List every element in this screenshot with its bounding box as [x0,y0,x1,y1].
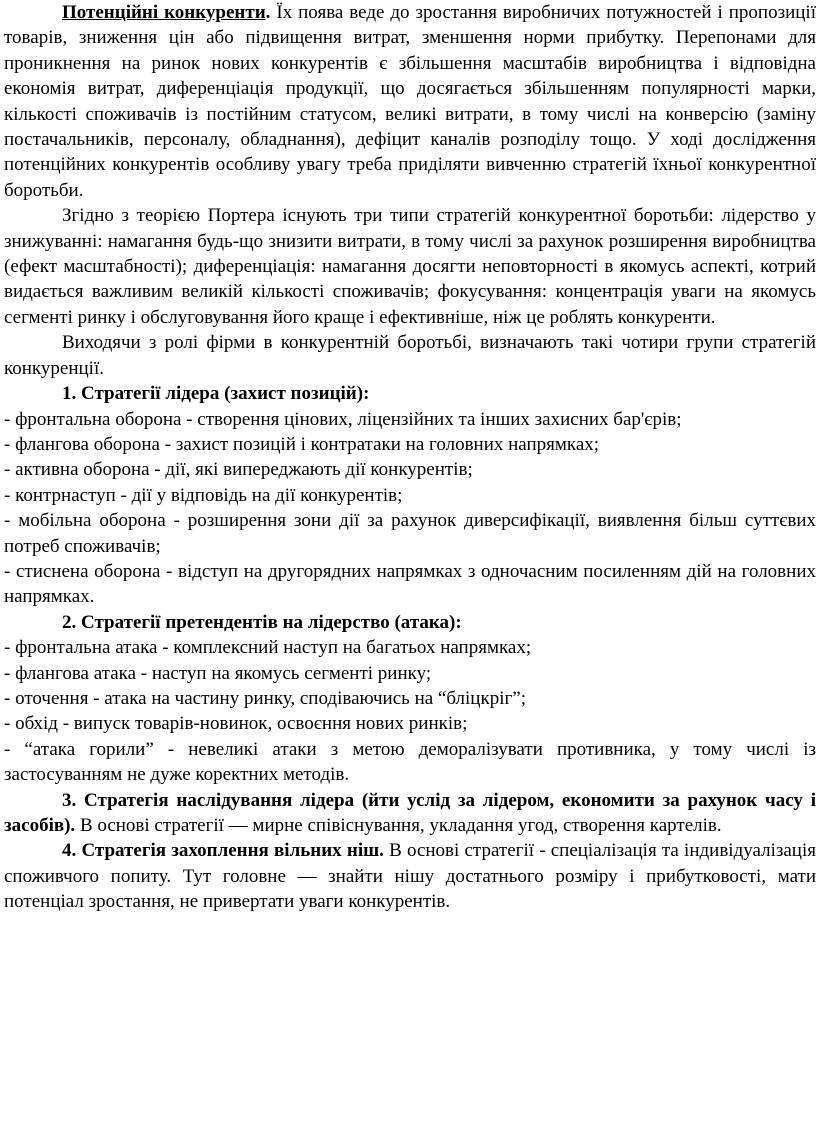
strategy-heading-4: 4. Стратегія захоплення вільних ніш. [62,840,384,862]
strategy-heading-1: 1. Стратегії лідера (захист позицій): [62,383,370,405]
list-item: - фронтальна оборона - створення цінових, ліцензійних та інших захисних бар'єрів; [4,408,682,430]
paragraph-text: В основі стратегії - спеціалізація та індивідуалізація споживчого попиту. Тут головне — знайти нішу достатнього розміру і прибутковості, мати потенціал зростання, не привертати уваги конкурентів. [4,840,816,913]
strategy-heading-2: 2. Стратегії претендентів на лідерство (атака): [62,611,462,633]
list-item: - флангова оборона - захист позицій і контратаки на головних напрямках; [4,433,600,455]
section-heading: Потенційні конкуренти [62,2,266,23]
strategy-paragraph-4 [4,838,816,914]
paragraph-porter: Згідно з теорією Портера існують три типи стратегій конкурентної боротьби: лідерство у знижуванні: намагання будь-що знизити витрати, в тому числі за рахунок розширення виробництва (ефект масштабності); диференціація: намагання досягти неповторності в якомусь аспекті, котрий видається важливим великій кількості споживачів; фокусування: концентрація уваги на якомусь сегменті ринку і обслуговування його краще і ефективніше, ніж це роблять конкуренти. [4,205,816,328]
strategy-paragraph-3 [4,788,816,839]
list-item: - стиснена оборона - відступ на другорядних напрямках з одночасним посиленням дій на головних напрямках. [4,560,816,608]
list-item: - обхід - випуск товарів-новинок, освоєння нових ринків; [4,713,468,735]
list-item: - флангова атака - наступ на якомусь сегменті ринку; [4,662,432,684]
paragraph-four-groups: Виходячи з ролі фірми в конкурентній боротьбі, визначають такі чотири групи стратегій конкуренції. [4,332,816,379]
list-item: - контрнаступ - дії у відповідь на дії конкурентів; [4,484,403,506]
strategy-heading-3: 3. Стратегія наслідування лідера (йти услід за лідером, економити за рахунок часу і засобів). [4,789,816,836]
list-item: - фронтальна атака - комплексний наступ на багатьох напрямках; [4,637,532,659]
paragraph-potential-competitors [4,0,816,203]
list-item: - мобільна оборона - розширення зони дії за рахунок диверсифікації, виявлення більш суттєвих потреб споживачів; [4,510,816,557]
list-item: - активна оборона - дії, які випереджають дії конкурентів; [4,459,473,481]
heading-period: . [265,2,271,23]
list-item: - “атака горили” - невеликі атаки з метою деморалізувати противника, у тому числі із застосуванням не дуже коректних методів. [4,738,816,786]
paragraph-text: Їх поява веде до зростання виробничих потужностей і пропозиції товарів, зниження цін або підвищення витрат, зменшення норми прибутку. Перепонами для проникнення на ринок нових конкурентів є збільшення масштабів виробництва і відповідна економія витрат, диференціація продукції, що досягається збільшенням популярності марки, кількості споживачів із постійним статусом, великі витрати, в тому числі на конверсію (заміну постачальників, персоналу, обладнання), дефіцит каналів розподілу тощо. У ході дослідження потенційних конкурентів особливу увагу треба приділяти вивченню стратегій їхньої конкурентної боротьби. [4,2,816,201]
list-item: - оточення - атака на частину ринку, сподіваючись на “бліцкріг”; [4,687,526,709]
paragraph-text: В основі стратегії — мирне співіснування, укладання угод, створення картелів. [75,815,722,836]
